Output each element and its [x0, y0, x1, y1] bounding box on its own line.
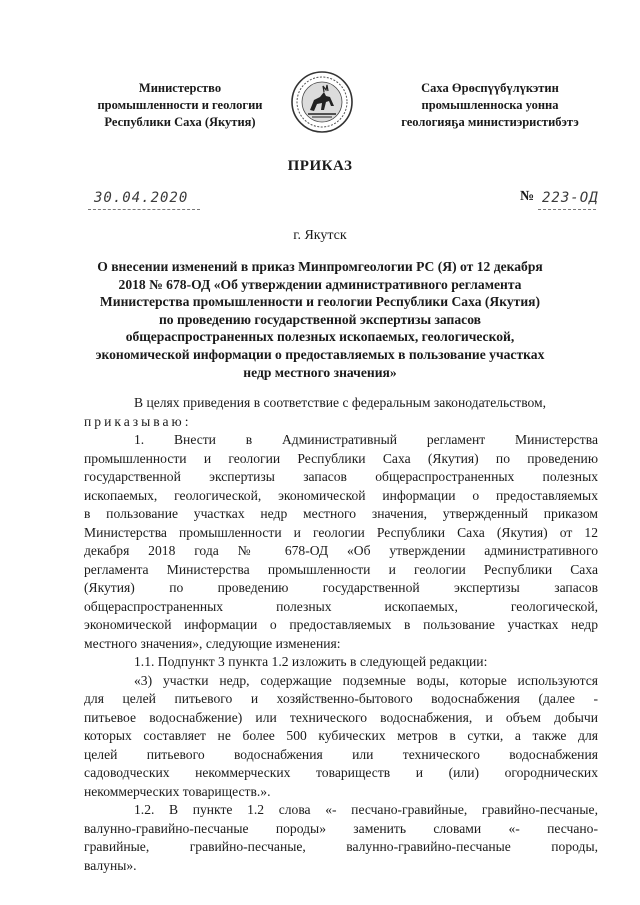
body-line: государственной экспертизы запасов общераспространенных полезных	[84, 469, 598, 484]
body-line: Министерства промышленности и геологии Республики Саха (Якутия) от 12	[84, 524, 598, 540]
heading-line: О внесении изменений в приказ Минпромгеологии РС (Я) от 12 декабря	[97, 259, 543, 274]
header-left-line: промышленности и геологии	[97, 98, 263, 112]
city: г. Якутск	[293, 228, 347, 243]
body-line: В целях приведения в соответствие с федеральным законодательством,	[134, 395, 547, 410]
body-line: садоводческих некоммерческих товариществ и (или) огороднических	[84, 765, 598, 780]
body-line: питьевое водоснабжение) или технического водоснабжения, и объем добычи	[84, 709, 598, 725]
handwritten-number: 223-ОД	[542, 190, 599, 206]
body-line: некоммерческих товариществ.».	[84, 783, 271, 799]
number-label: №	[520, 189, 535, 204]
date-underline	[88, 209, 200, 210]
body-line: в пользование участках недр местного значения, утвержденный приказом	[84, 506, 598, 521]
body-line: экономической информации о предоставляемых в пользование участках недр	[84, 617, 598, 632]
body-line: местного значения», следующие изменения:	[84, 635, 341, 651]
header-right-line: геологияҕа министиэристибэтэ	[401, 115, 579, 129]
body-line: гравийные, гравийно-песчаные, валунно-гравийно-песчаные породы,	[84, 839, 598, 854]
body-line: приказываю:	[84, 413, 192, 429]
ministry-name-russian	[70, 80, 290, 131]
body-line: 1.2. В пункте 1.2 слова «- песчано-гравийные, гравийно-песчаные,	[134, 802, 598, 817]
body-line: целей питьевого водоснабжения или технического водоснабжения	[84, 746, 598, 762]
header-left-line: Министерство	[138, 81, 222, 95]
body-line: валунно-гравийно-песчаные породы» заменить словами «- песчано-	[84, 820, 598, 836]
heading-line: экономической информации о предоставляемых в пользование участках	[95, 346, 545, 362]
ministry-name-yakut	[380, 80, 600, 131]
body-line: 1.1. Подпункт 3 пункта 1.2 изложить в следующей редакции:	[134, 654, 488, 669]
heading-line: общераспространенных полезных ископаемых, геологической,	[125, 329, 515, 345]
body-line: (Якутия) по проведению государственной экспертизы запасов	[84, 580, 598, 595]
order-heading	[86, 258, 554, 381]
handwritten-date: 30.04.2020	[94, 190, 189, 206]
document-type: ПРИКАЗ	[287, 158, 353, 174]
body-line: 1. Внести в Административный регламент Министерства	[134, 432, 598, 447]
body-line: которых составляет не более 500 кубических метров в сутки, а также для	[84, 728, 598, 743]
body-line: «3) участки недр, содержащие подземные воды, которые используются	[134, 672, 598, 688]
heading-line: по проведению государственной экспертизы запасов	[158, 311, 482, 327]
heading-line: 2018 № 678-ОД «Об утверждении административного регламента	[118, 276, 522, 292]
header-right-line: Саха Өрөспүүбүлүкэтин	[421, 81, 559, 95]
heading-line: Министерства промышленности и геологии Республики Саха (Якутия)	[99, 294, 541, 310]
order-body	[84, 394, 598, 875]
body-line: валуны».	[84, 857, 137, 873]
body-line: для целей питьевого и хозяйственно-бытового водоснабжения (далее -	[84, 691, 598, 706]
header-left-line: Республики Саха (Якутия)	[104, 115, 256, 129]
body-line: декабря 2018 года № 678-ОД «Об утверждении административного	[84, 543, 598, 558]
heading-line: недр местного значения»	[243, 364, 397, 380]
header-right-line: промышленноска уонна	[421, 98, 559, 112]
yakutia-coat-of-arms-icon	[290, 70, 354, 134]
body-line: ископаемых, геологической, экономической информации о предоставляемых	[84, 487, 598, 503]
body-line: общераспространенных полезных ископаемых, геологической,	[84, 598, 598, 614]
number-underline	[538, 209, 596, 210]
body-line: регламента Министерства промышленности и геологии Республики Саха	[84, 561, 598, 577]
body-line: промышленности и геологии Республики Саха (Якутия) по проведению	[84, 450, 598, 466]
